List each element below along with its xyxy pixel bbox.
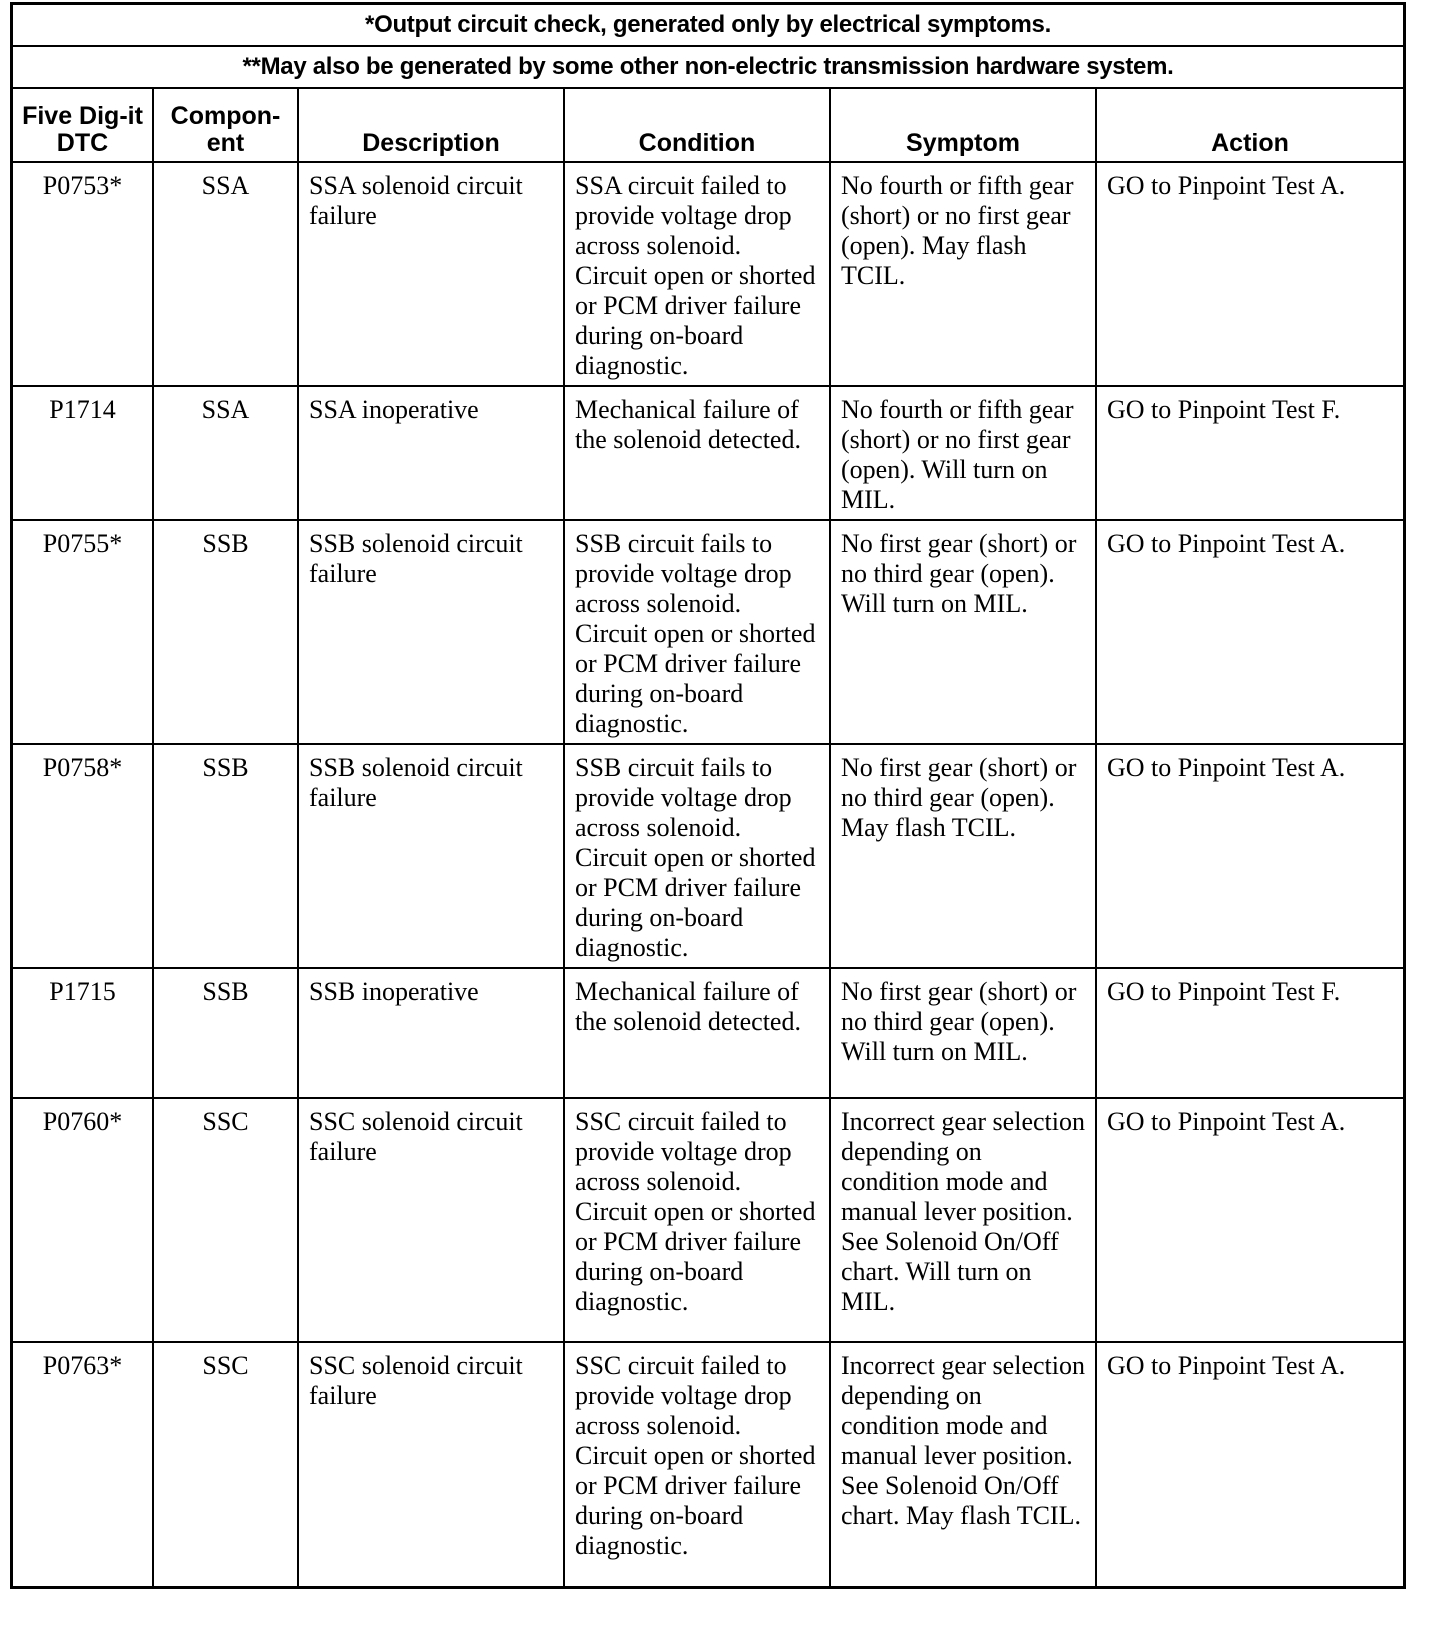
action: GO to Pinpoint Test F. — [1096, 386, 1403, 520]
header-action: Action — [1096, 89, 1403, 162]
condition: SSB circuit fails to provide voltage drop across solenoid. Circuit open or shorted or PCM driver failure during on-board diagnostic. — [564, 520, 830, 744]
condition: Mechanical failure of the solenoid detected. — [564, 386, 830, 520]
header-row — [13, 89, 1403, 162]
description: SSA inoperative — [298, 386, 564, 520]
component: SSA — [153, 162, 298, 386]
description: SSC solenoid circuit failure — [298, 1098, 564, 1342]
description: SSC solenoid circuit failure — [298, 1342, 564, 1586]
condition: SSC circuit failed to provide voltage drop across solenoid. Circuit open or shorted or PCM driver failure during on-board diagnostic. — [564, 1098, 830, 1342]
table-row — [13, 162, 1403, 386]
dtc-code: P0753* — [13, 162, 153, 386]
header-description: Description — [298, 89, 564, 162]
symptom: No fourth or fifth gear (short) or no first gear (open). May flash TCIL. — [830, 162, 1096, 386]
header-dtc: Five Dig-it DTC — [13, 89, 153, 162]
dtc-code: P1714 — [13, 386, 153, 520]
component: SSB — [153, 520, 298, 744]
action: GO to Pinpoint Test A. — [1096, 162, 1403, 386]
header-symptom: Symptom — [830, 89, 1096, 162]
dtc-code: P1715 — [13, 968, 153, 1098]
description: SSB solenoid circuit failure — [298, 520, 564, 744]
description: SSB solenoid circuit failure — [298, 744, 564, 968]
component: SSA — [153, 386, 298, 520]
symptom: Incorrect gear selection depending on condition mode and manual lever position. See Solenoid On/Off chart. Will turn on MIL. — [830, 1098, 1096, 1342]
dtc-code: P0755* — [13, 520, 153, 744]
symptom: No first gear (short) or no third gear (open). May flash TCIL. — [830, 744, 1096, 968]
condition: SSC circuit failed to provide voltage drop across solenoid. Circuit open or shorted or PCM driver failure during on-board diagnostic. — [564, 1342, 830, 1586]
symptom: No fourth or fifth gear (short) or no first gear (open). Will turn on MIL. — [830, 386, 1096, 520]
action: GO to Pinpoint Test A. — [1096, 1098, 1403, 1342]
dtc-code: P0760* — [13, 1098, 153, 1342]
table-row — [13, 968, 1403, 1098]
description: SSB inoperative — [298, 968, 564, 1098]
table-row — [13, 386, 1403, 520]
dtc-code: P0763* — [13, 1342, 153, 1586]
condition: SSA circuit failed to provide voltage drop across solenoid. Circuit open or shorted or PCM driver failure during on-board diagnostic. — [564, 162, 830, 386]
note-output-circuit-check: *Output circuit check, generated only by electrical symptoms. — [13, 5, 1403, 47]
table-row — [13, 1098, 1403, 1342]
description: SSA solenoid circuit failure — [298, 162, 564, 386]
table-row — [13, 744, 1403, 968]
action: GO to Pinpoint Test A. — [1096, 744, 1403, 968]
table-row — [13, 520, 1403, 744]
action: GO to Pinpoint Test A. — [1096, 520, 1403, 744]
condition: SSB circuit fails to provide voltage drop across solenoid. Circuit open or shorted or PCM driver failure during on-board diagnostic. — [564, 744, 830, 968]
dtc-table — [13, 89, 1403, 1586]
dtc-table-sheet — [10, 2, 1406, 1589]
condition: Mechanical failure of the solenoid detected. — [564, 968, 830, 1098]
action: GO to Pinpoint Test A. — [1107, 1351, 1346, 1380]
component: SSC — [153, 1098, 298, 1342]
symptom: No first gear (short) or no third gear (open). Will turn on MIL. — [830, 968, 1096, 1098]
note-other-system: **May also be generated by some other non-electric transmission hardware system. — [13, 47, 1403, 89]
component: SSB — [153, 744, 298, 968]
action: GO to Pinpoint Test F. — [1096, 968, 1403, 1098]
component: SSC — [153, 1342, 298, 1586]
header-component: Compon-ent — [153, 89, 298, 162]
symptom: Incorrect gear selection depending on condition mode and manual lever position. See Solenoid On/Off chart. May flash TCIL. — [830, 1342, 1096, 1586]
component: SSB — [153, 968, 298, 1098]
symptom: No first gear (short) or no third gear (open). Will turn on MIL. — [830, 520, 1096, 744]
header-condition: Condition — [564, 89, 830, 162]
table-row — [13, 1342, 1403, 1586]
dtc-code: P0758* — [13, 744, 153, 968]
